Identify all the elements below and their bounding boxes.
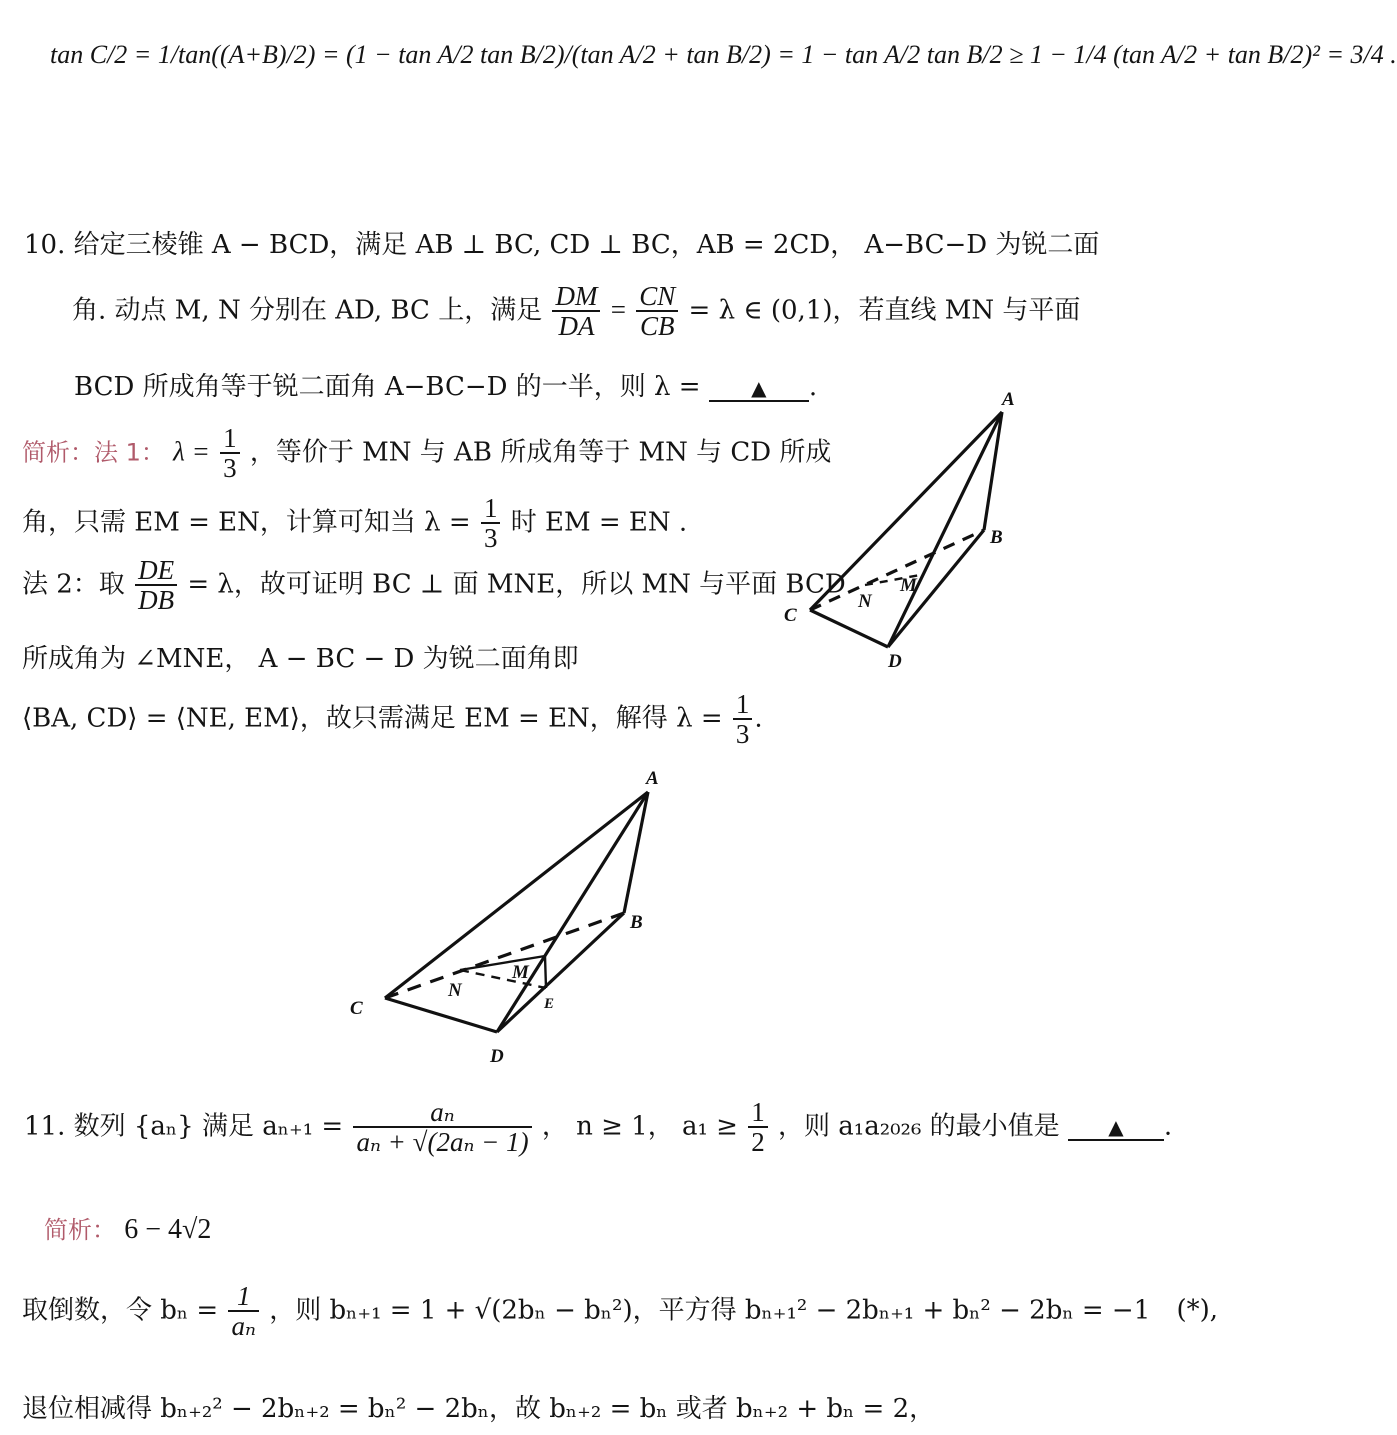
tetrahedron-svg-2 [340, 760, 680, 1070]
segment-me [545, 956, 546, 988]
q11-answer: 6 − 4√2 [124, 1214, 212, 1245]
frac-num: 1 [748, 1098, 768, 1128]
edge-cb-hidden [810, 530, 984, 610]
q10-line1 [24, 224, 1099, 261]
q11-solution-line2 [22, 1388, 935, 1425]
q10-stem-line2a: 角. 动点 M, N 分别在 AD, BC 上，满足 [72, 295, 543, 326]
q11-text-b: ， n ≥ 1， a₁ ≥ [541, 1111, 738, 1142]
frac-num: DE [135, 556, 177, 586]
triangle-mark-icon: ▲ [751, 376, 767, 400]
top-derivation [50, 40, 1397, 70]
q10-method1-line1 [22, 424, 831, 483]
q11-line1 [24, 1098, 1172, 1157]
q11-sol-text-2: 退位相减得 bₙ₊₂² − 2bₙ₊₂ = bₙ² − 2bₙ，故 bₙ₊₂ = bₙ 或者 bₙ₊₂ + bₙ = 2， [22, 1394, 936, 1424]
q11-sol-tag: (*), [1176, 1295, 1219, 1326]
frac-den: DB [138, 585, 175, 616]
q11-sol-text-b: ，则 bₙ₊₁ = 1 + √(2bₙ − bₙ²)，平方得 bₙ₊₁² − 2bₙ₊₁ + bₙ² − 2bₙ = −1 [269, 1295, 1151, 1326]
method2-text: = λ，故可证明 BC ⊥ 面 MNE，所以 MN 与平面 BCD [187, 569, 846, 600]
fraction-one-third [733, 690, 753, 749]
q11-text-c: ，则 a₁a₂₀₂₆ 的最小值是 [778, 1111, 1060, 1142]
fraction-de-db [135, 556, 177, 615]
frac-den: DA [558, 311, 595, 342]
note-label: 简析： [44, 1216, 116, 1244]
label-a: A [1002, 389, 1015, 410]
label-c: C [784, 605, 797, 626]
label-m: M [900, 575, 917, 596]
period: . [1163, 1111, 1173, 1142]
q11-solution-line1 [22, 1282, 1218, 1341]
frac-num: aₙ [353, 1098, 531, 1128]
fraction-one-half [748, 1098, 768, 1157]
segment-mn [460, 956, 545, 970]
triangle-mark-icon: ▲ [1108, 1115, 1124, 1140]
label-n: N [858, 591, 872, 612]
q11-number: 11. [24, 1111, 66, 1142]
lambda-eq: λ = [173, 436, 210, 467]
q10-method2-line1 [22, 556, 846, 615]
frac-num: 1 [220, 424, 240, 454]
q10-stem-line1: 给定三棱锥 A − BCD，满足 AB ⊥ BC, CD ⊥ BC，AB = 2CD， A−BC−D 为锐二面 [73, 230, 1100, 260]
q10-line2: 角. 动点 M, N 分别在 AD, BC 上，满足 $\frac{DM}{DA}$ = $\frac{CN}{CB}$ = λ ∈ (0,1)，若直线 MN 与平面 [72, 281, 1081, 342]
edge-cd [810, 610, 888, 647]
q10-stem-line3: BCD 所成角等于锐二面角 A−BC−D 的一半，则 λ = [74, 372, 701, 402]
method2-text3: ⟨BA, CD⟩ = ⟨NE, EM⟩，故只需满足 EM = EN，解得 λ = [22, 703, 723, 734]
label-d: D [490, 1046, 504, 1067]
q10-line3 [74, 366, 817, 403]
label-m: M [512, 962, 529, 983]
frac-num: 1 [228, 1282, 258, 1312]
q10-method2-line2 [22, 638, 579, 675]
tetrahedron-figure-2 [340, 760, 680, 1070]
frac-den: 3 [223, 453, 237, 484]
period: . [808, 372, 818, 402]
label-b: B [630, 912, 643, 933]
label-a: A [646, 768, 659, 789]
frac-den: 3 [483, 523, 498, 554]
tetrahedron-figure-1 [770, 385, 1060, 685]
frac-num: 1 [733, 690, 753, 720]
edge-cb-hidden [385, 913, 624, 998]
fraction-one-third [220, 424, 240, 483]
label-b: B [990, 527, 1003, 548]
label-n: N [448, 980, 462, 1001]
q10-number: 10. [24, 230, 66, 260]
method2-text2: 所成角为 ∠MNE， A − BC − D 为锐二面角即 [22, 644, 579, 674]
method1-text: ，等价于 MN 与 AB 所成角等于 MN 与 CD 所成 [249, 437, 832, 468]
frac-num: 1 [481, 494, 501, 524]
fraction-dm-da [552, 282, 600, 341]
answer-blank [1068, 1113, 1164, 1141]
method2-label: 法 2：取 [22, 569, 125, 600]
q10-method2-line3 [22, 690, 763, 749]
fraction-1-over-an [228, 1282, 258, 1341]
frac-num: CN [636, 282, 678, 312]
top-derivation-text: tan C/2 = 1/tan((A+B)/2) = (1 − tan A/2 tan B/2)/(tan A/2 + tan B/2) = 1 − tan A/2 tan B/2 ≥ 1 − 1/4 (tan A/2 + tan B/2)² = 3/4 . [50, 40, 1397, 69]
q11-text-a: 数列 {aₙ} 满足 aₙ₊₁ = [73, 1111, 344, 1142]
label-c: C [350, 998, 363, 1019]
q11-note [44, 1210, 211, 1246]
frac-den: CB [639, 311, 675, 342]
frac-den: aₙ [231, 1311, 256, 1342]
frac-num: DM [552, 282, 600, 312]
tetrahedron-svg-1 [770, 385, 1060, 685]
note-label: 简析：法 1： [22, 438, 165, 467]
method1-text2: 角，只需 EM = EN，计算可知当 λ = [22, 507, 471, 538]
q10-stem-line2b: = λ ∈ (0,1)，若直线 MN 与平面 [688, 295, 1081, 326]
fraction-cn-cb [636, 282, 678, 341]
fraction-recurrence [353, 1098, 531, 1157]
method1-text3: 时 EM = EN . [510, 507, 688, 538]
frac-den: aₙ + √(2aₙ − 1) [356, 1127, 529, 1158]
q10-method1-line2 [22, 494, 687, 553]
label-e: E [544, 996, 555, 1012]
edge-cd [385, 998, 497, 1032]
label-d: D [888, 651, 902, 672]
frac-den: 3 [735, 719, 750, 750]
q11-sol-text-a: 取倒数，令 bₙ = [22, 1295, 219, 1326]
period: . [754, 703, 763, 734]
frac-den: 2 [751, 1127, 765, 1158]
fraction-one-third [481, 494, 501, 553]
